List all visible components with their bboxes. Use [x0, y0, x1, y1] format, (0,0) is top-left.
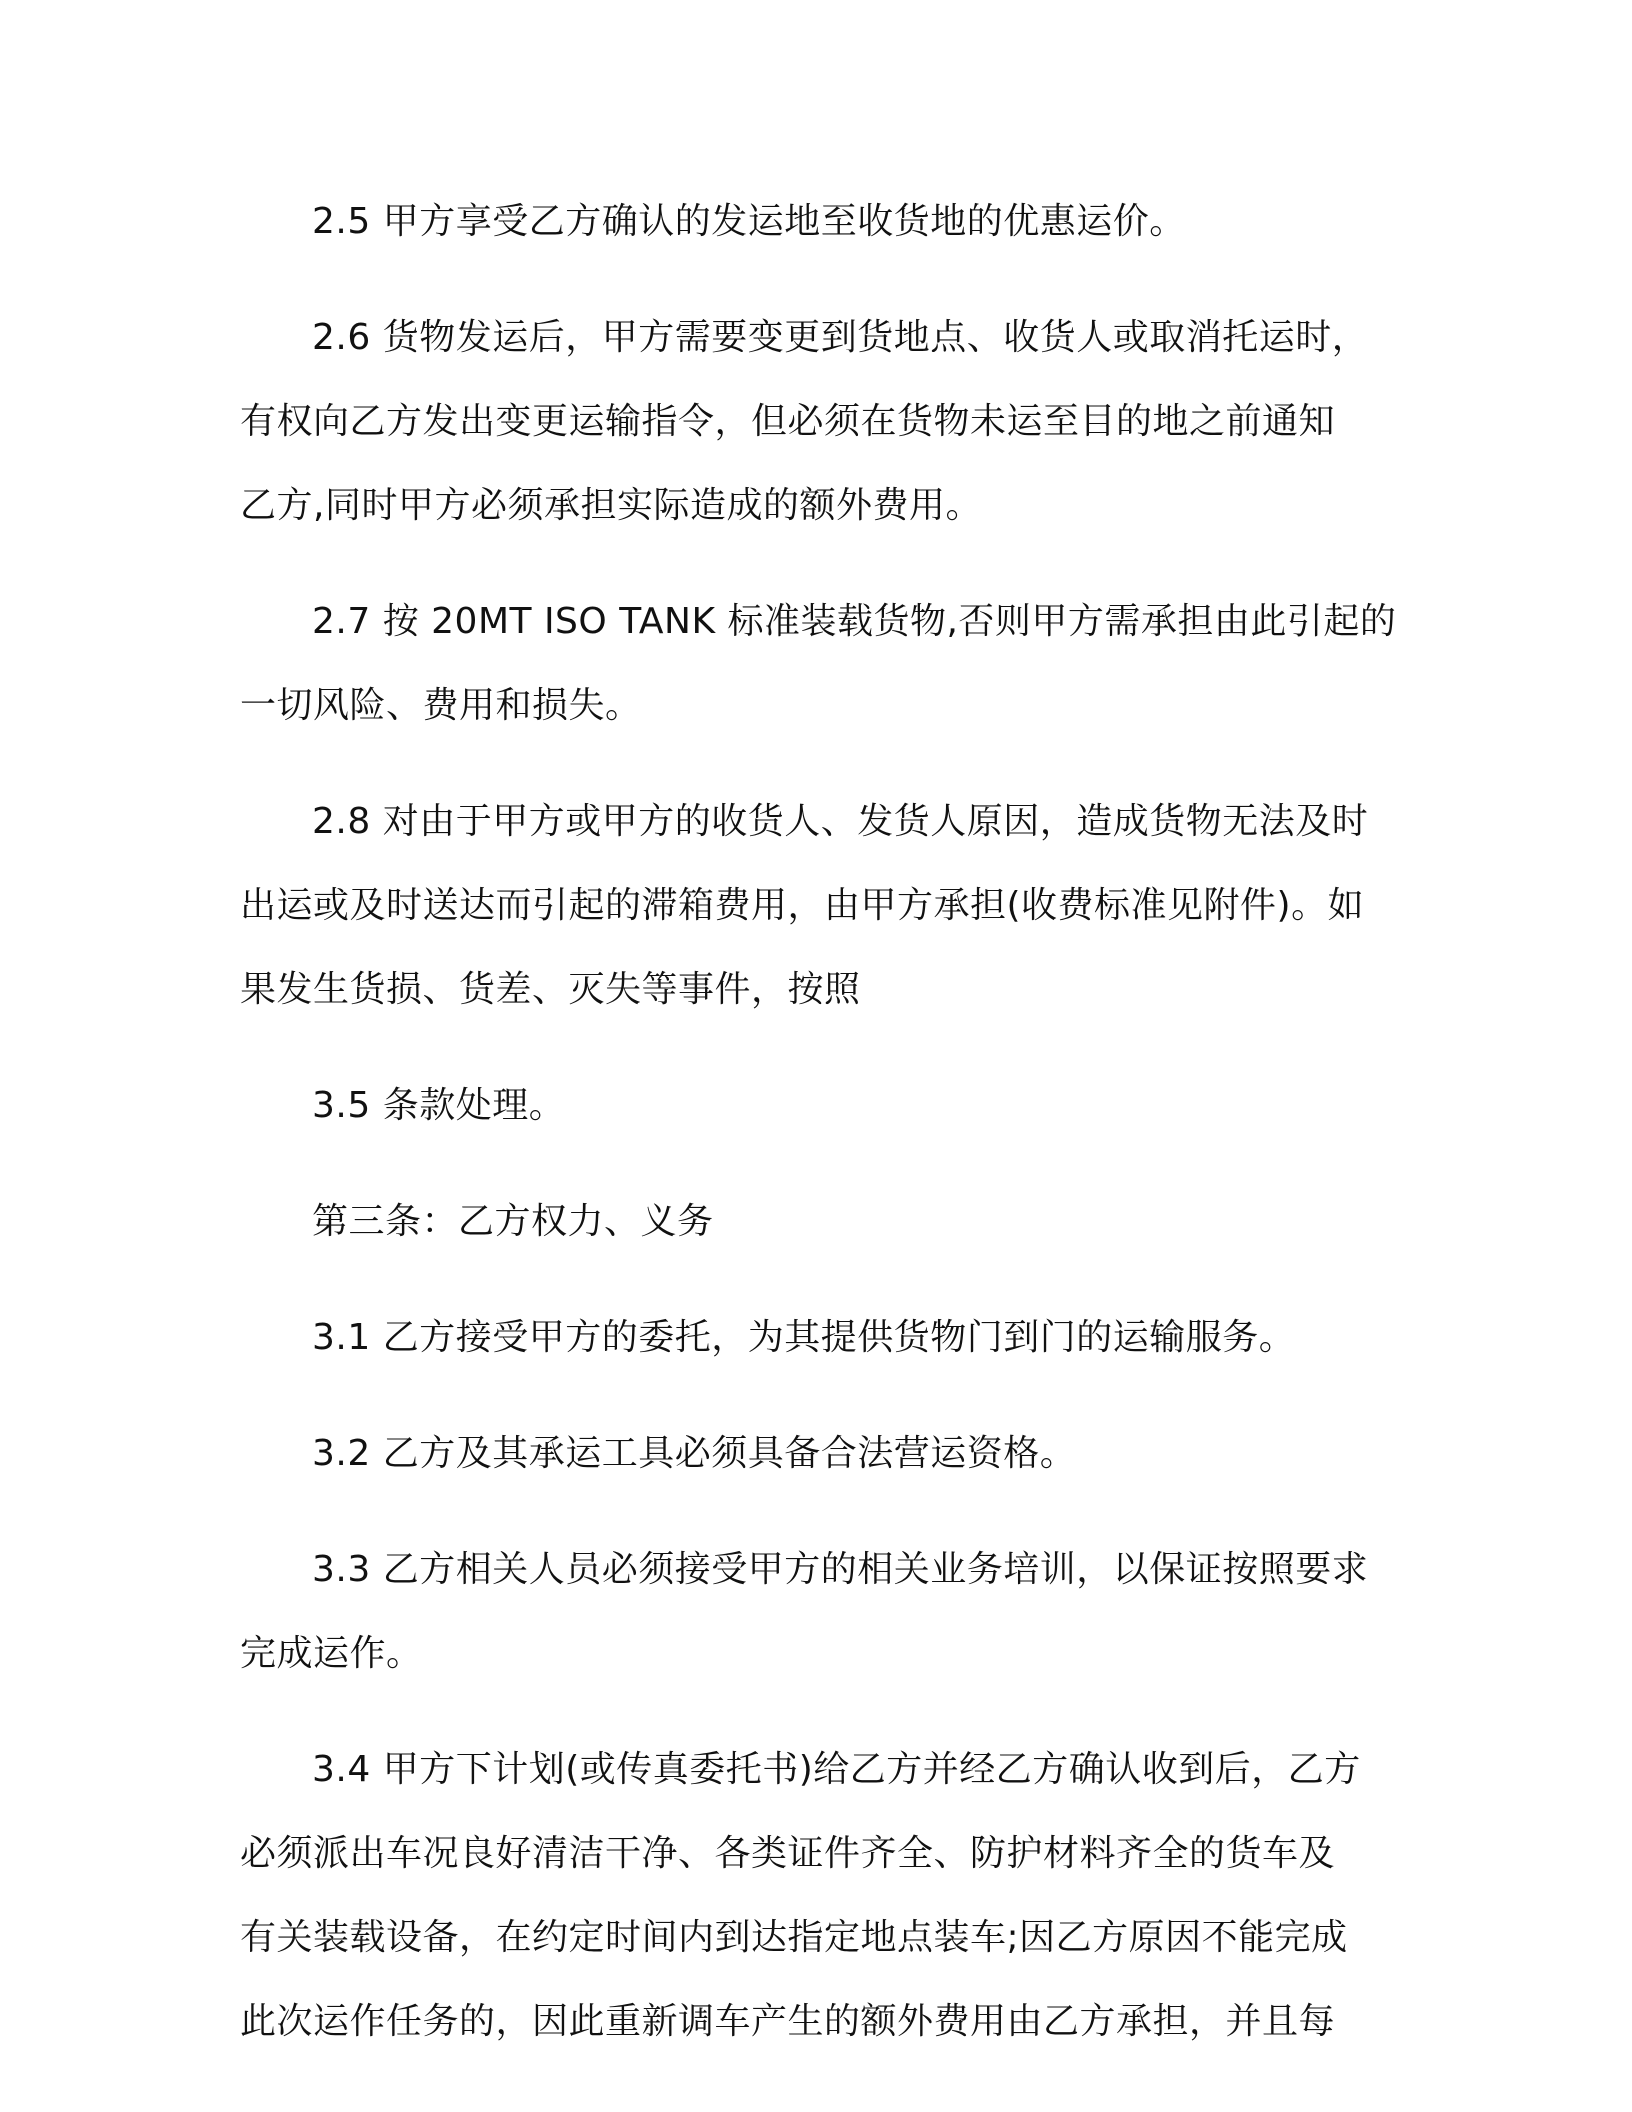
clause-line: 完成运作。 [240, 1633, 423, 1674]
article-3-heading [240, 1180, 1390, 1264]
clause-line: 必须派出车况良好清洁干净、各类证件齐全、防护材料齐全的货车及 [240, 1833, 1336, 1874]
clause-line: 一切风险、费用和损失。 [240, 685, 642, 726]
document-body [240, 180, 1397, 2096]
clause-2-8 [240, 780, 1390, 1032]
clause-2-5 [240, 180, 1390, 264]
clause-line: 3.4 甲方下计划(或传真委托书)给乙方并经乙方确认收到后，乙方 [312, 1749, 1361, 1790]
clause-line: 2.8 对由于甲方或甲方的收货人、发货人原因，造成货物无法及时 [312, 801, 1369, 842]
clause-line: 3.3 乙方相关人员必须接受甲方的相关业务培训，以保证按照要求 [312, 1549, 1369, 1590]
clause-2-6 [240, 296, 1390, 548]
clause-line: 出运或及时送达而引起的滞箱费用，由甲方承担(收费标准见附件)。如 [240, 885, 1365, 926]
clause-line: 2.6 货物发运后，甲方需要变更到货地点、收货人或取消托运时， [312, 317, 1369, 358]
clause-line: 3.5 条款处理。 [312, 1085, 566, 1126]
clause-3-5-reference [240, 1064, 1390, 1148]
clause-3-4 [240, 1728, 1390, 2064]
clause-3-1 [240, 1296, 1390, 1380]
clause-line: 此次运作任务的，因此重新调车产生的额外费用由乙方承担，并且每 [240, 2001, 1336, 2042]
clause-line: 果发生货损、货差、灭失等事件，按照 [240, 969, 861, 1010]
clause-line: 3.2 乙方及其承运工具必须具备合法营运资格。 [312, 1433, 1077, 1474]
clause-line: 2.5 甲方享受乙方确认的发运地至收货地的优惠运价。 [312, 201, 1186, 242]
clause-line: 乙方,同时甲方必须承担实际造成的额外费用。 [240, 485, 982, 526]
clause-line: 3.1 乙方接受甲方的委托，为其提供货物门到门的运输服务。 [312, 1317, 1296, 1358]
clause-3-3 [240, 1528, 1390, 1696]
clause-line: 2.7 按 20MT ISO TANK 标准装载货物,否则甲方需承担由此引起的 [312, 601, 1397, 642]
clause-line: 有权向乙方发出变更运输指令，但必须在货物未运至目的地之前通知 [240, 401, 1336, 442]
section-heading: 第三条：乙方权力、义务 [312, 1201, 714, 1242]
clause-3-2 [240, 1412, 1390, 1496]
clause-line: 有关装载设备，在约定时间内到达指定地点装车;因乙方原因不能完成 [240, 1917, 1348, 1958]
clause-2-7 [240, 580, 1397, 748]
